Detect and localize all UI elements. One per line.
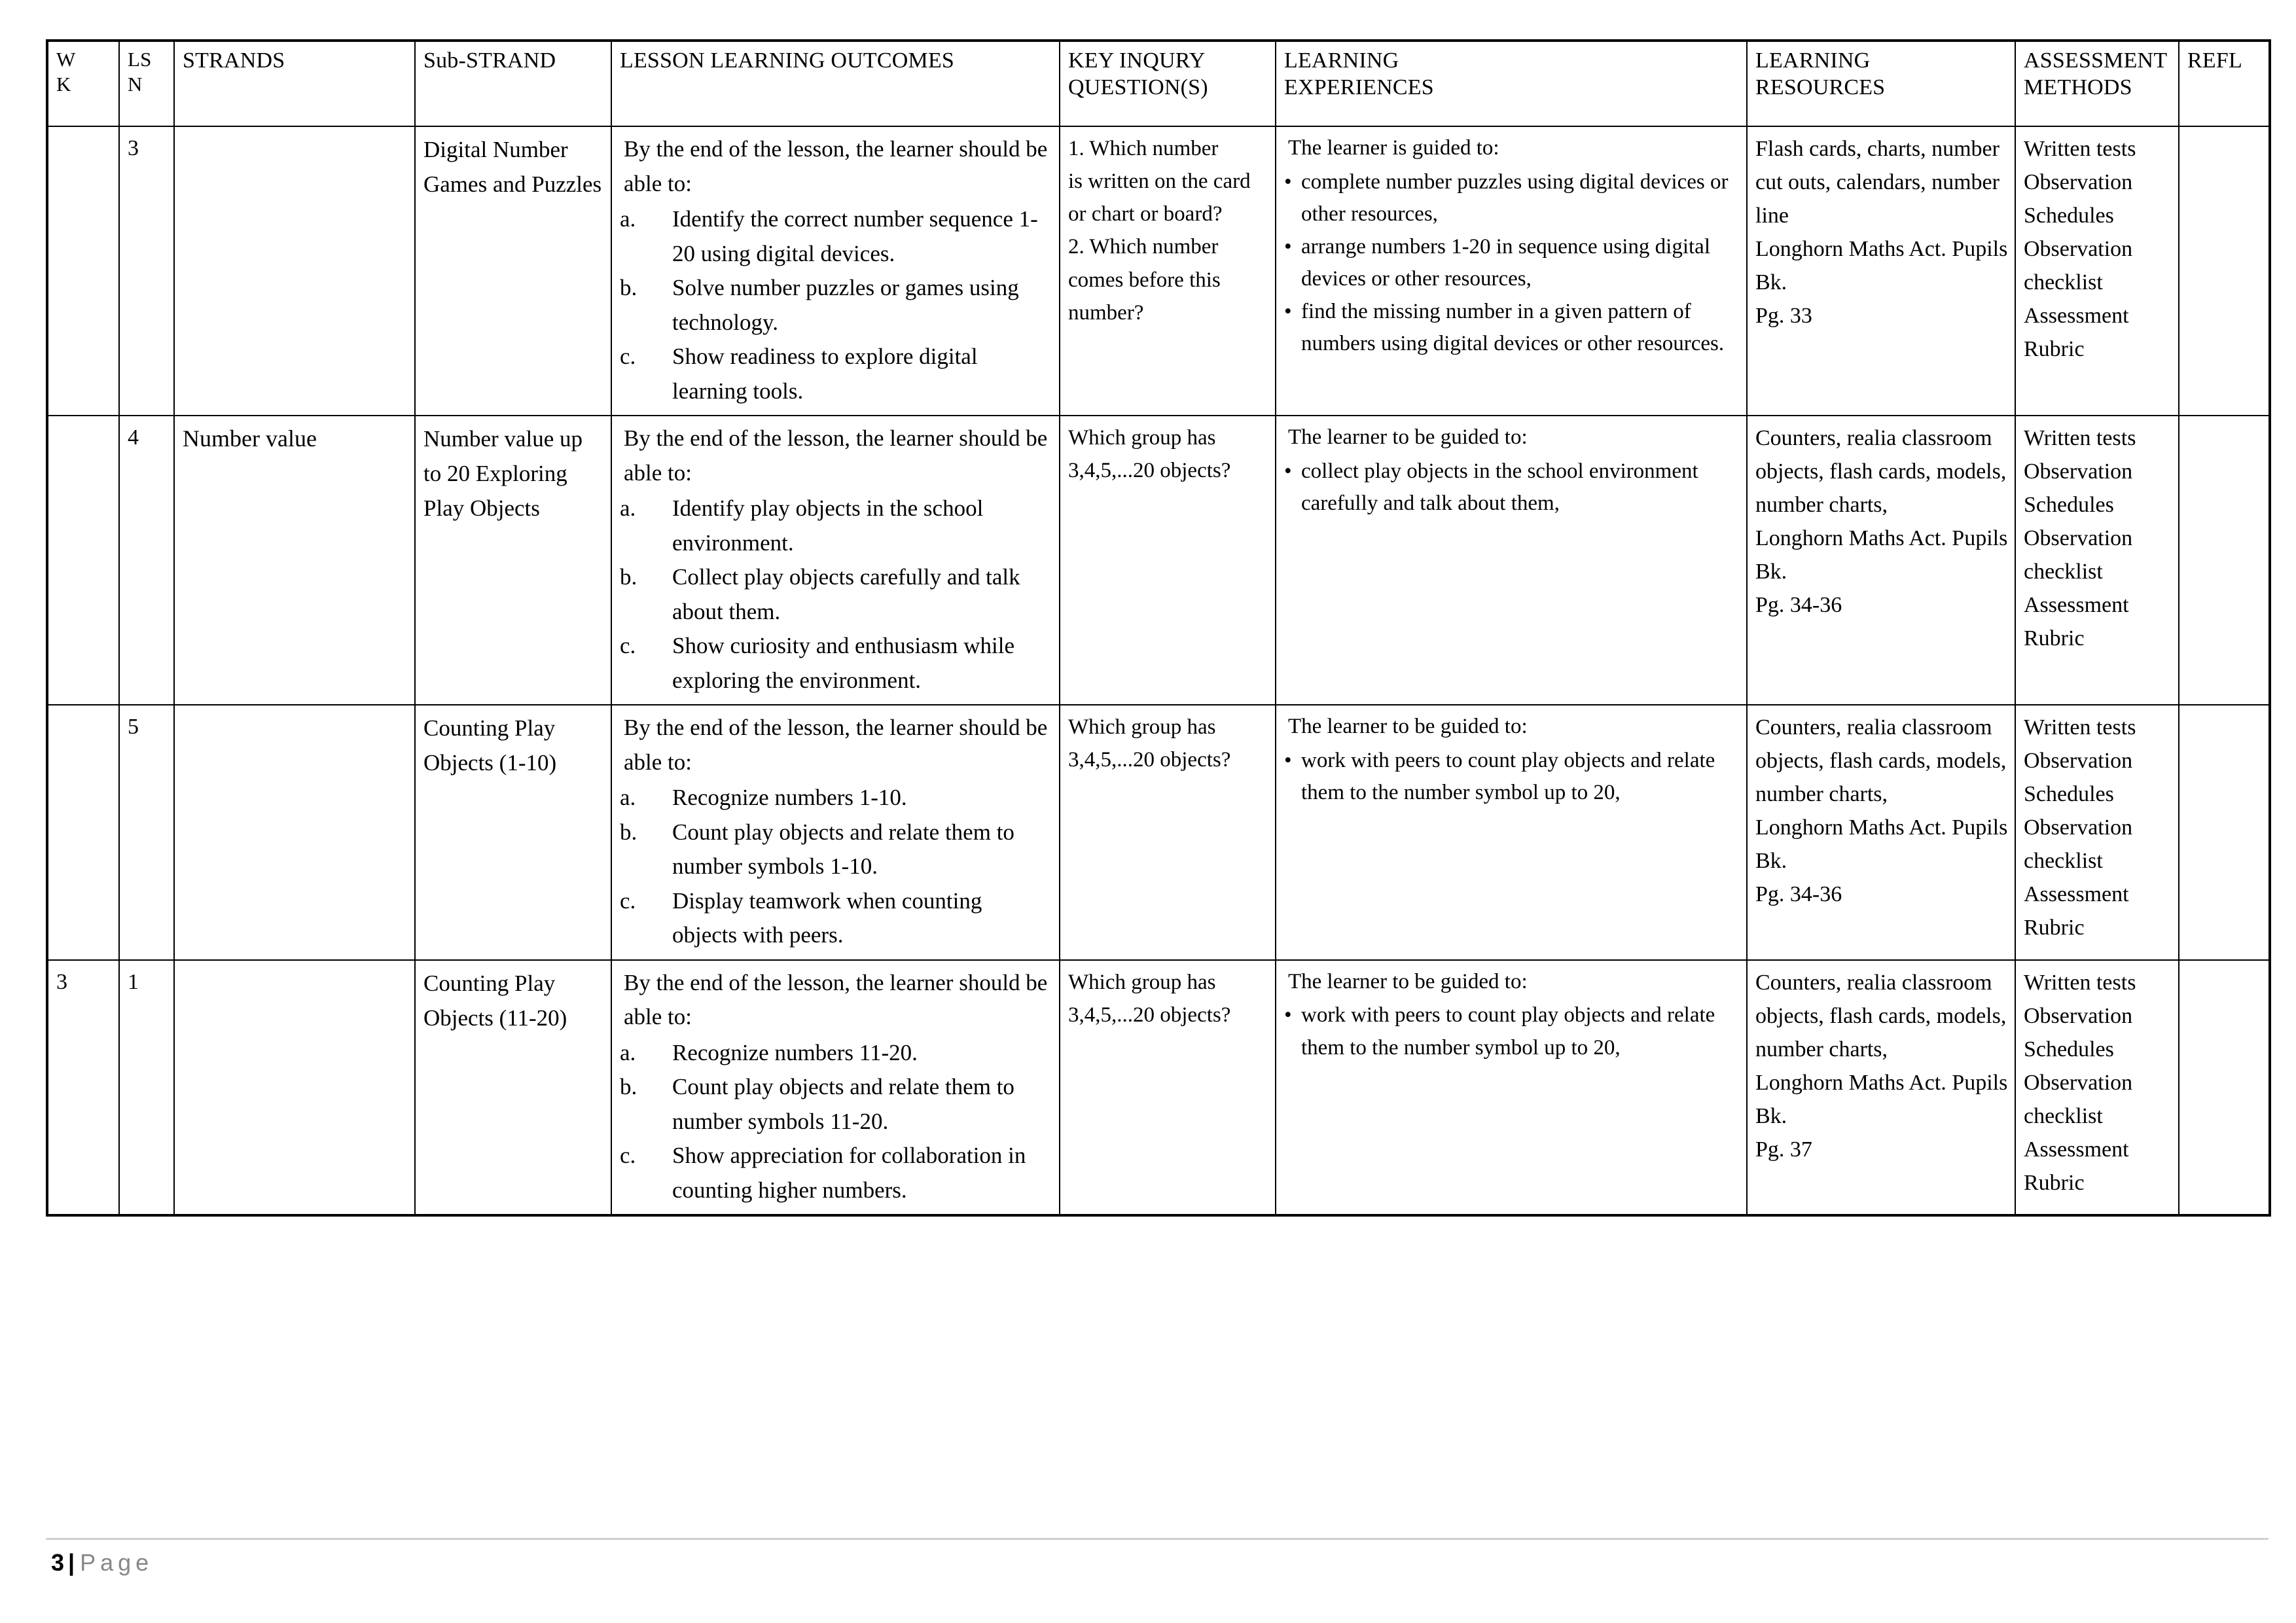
resource-line: Pg. 33 (1755, 304, 1812, 328)
cell-key-inquiry-questions (1060, 416, 1276, 705)
table-header (47, 41, 2270, 126)
column-header-reflection: REFL (2179, 41, 2270, 126)
footer-separator: | (68, 1549, 75, 1576)
key-inquiry-line: Which group has (1068, 970, 1216, 994)
outcome-marker: c. (620, 344, 636, 369)
cell-sub-strand: Counting Play Objects (1-10) (415, 705, 611, 960)
experience-item: • arrange numbers 1-20 in sequence using digital devices or other resources, (1284, 231, 1740, 296)
outcome-marker: a. (620, 206, 636, 232)
column-header-learning-resources (1747, 41, 2015, 126)
assessment-line: Observation Schedules (2024, 459, 2133, 517)
assessment-line: Observation Schedules (2024, 170, 2133, 228)
cell-sub-strand: Number value up to 20 Exploring Play Objects (415, 416, 611, 705)
key-inquiry-line: 1. Which number (1068, 137, 1219, 160)
cell-week (47, 416, 119, 705)
outcomes-intro: By the end of the lesson, the learner should be able to: (624, 136, 1048, 196)
resource-line: Counters, realia classroom objects, flash cards, models, number charts, (1755, 970, 2007, 1061)
outcome-marker: a. (620, 1039, 636, 1065)
outcomes-intro: By the end of the lesson, the learner should be able to: (624, 969, 1048, 1029)
resource-line: Flash cards, charts, number cut outs, calendars, number line (1755, 137, 2000, 228)
cell-learning-experiences (1276, 960, 1747, 1216)
experience-item: • work with peers to count play objects and relate them to the number symbol up to 20, (1284, 745, 1740, 810)
assessment-line: Written tests (2024, 137, 2136, 161)
assessment-line: Observation checklist (2024, 815, 2133, 873)
header-res-line1: LEARNING (1755, 48, 1871, 73)
outcome-marker: b. (620, 1074, 637, 1099)
assessment-line: Written tests (2024, 715, 2136, 740)
cell-lesson-number: 1 (119, 960, 174, 1216)
footer-page-number: 3 (51, 1549, 65, 1576)
cell-learning-resources (1747, 416, 2015, 705)
table-row (47, 705, 2270, 960)
resource-line: Pg. 34-36 (1755, 882, 1842, 906)
header-res-line2: RESOURCES (1755, 75, 1886, 100)
resource-line: Longhorn Maths Act. Pupils Bk. (1755, 815, 2008, 873)
outcomes-intro: By the end of the lesson, the learner should be able to: (624, 425, 1048, 486)
page-footer (39, 1538, 2263, 1577)
experiences-intro: The learner to be guided to: (1288, 715, 1528, 738)
column-header-lesson-number (119, 41, 174, 126)
assessment-line: Assessment Rubric (2024, 593, 2129, 651)
column-header-key-inquiry-questions (1060, 41, 1276, 126)
cell-key-inquiry-questions (1060, 705, 1276, 960)
column-header-learning-experiences (1276, 41, 1747, 126)
experiences-intro: The learner to be guided to: (1288, 425, 1528, 449)
header-row (47, 41, 2270, 126)
assessment-line: Assessment Rubric (2024, 882, 2129, 940)
cell-lesson-number: 5 (119, 705, 174, 960)
key-inquiry-line: Which group has (1068, 715, 1216, 739)
experiences-list (1284, 999, 1740, 1064)
outcome-item: b. Collect play objects carefully and talk about them. (620, 560, 1052, 629)
header-wk-line1: W (56, 48, 76, 71)
cell-learning-outcomes (611, 960, 1060, 1216)
cell-learning-experiences (1276, 705, 1747, 960)
experience-item: • complete number puzzles using digital devices or other resources, (1284, 166, 1740, 231)
outcomes-list (620, 781, 1052, 953)
cell-strand: Number value (174, 416, 415, 705)
outcome-item: b. Count play objects and relate them to number symbols 1-10. (620, 815, 1052, 884)
outcome-marker: b. (620, 819, 637, 845)
assessment-line: Assessment Rubric (2024, 1137, 2129, 1195)
cell-reflection (2179, 705, 2270, 960)
cell-strand (174, 705, 415, 960)
cell-learning-resources (1747, 126, 2015, 416)
outcomes-list (620, 491, 1052, 698)
cell-learning-resources (1747, 960, 2015, 1216)
outcome-marker: a. (620, 785, 636, 810)
cell-week: 3 (47, 960, 119, 1216)
outcome-item: c. Show curiosity and enthusiasm while exploring the environment. (620, 629, 1052, 698)
cell-sub-strand: Counting Play Objects (11-20) (415, 960, 611, 1216)
assessment-line: Observation checklist (2024, 1070, 2133, 1128)
cell-assessment-methods (2015, 126, 2179, 416)
outcome-item: a. Identify play objects in the school environment. (620, 491, 1052, 560)
assessment-line: Written tests (2024, 970, 2136, 995)
cell-learning-experiences (1276, 126, 1747, 416)
cell-lesson-number: 3 (119, 126, 174, 416)
header-wk-line2: K (56, 72, 71, 96)
key-inquiry-line: is written on the card or chart or board? (1068, 169, 1251, 226)
cell-assessment-methods (2015, 416, 2179, 705)
cell-week (47, 705, 119, 960)
header-kiq-line2: QUESTION(S) (1068, 75, 1208, 100)
key-inquiry-line: Which group has (1068, 426, 1216, 450)
experience-item: • find the missing number in a given pattern of numbers using digital devices or other resources. (1284, 296, 1740, 361)
bullet-icon: • (1284, 234, 1292, 259)
assessment-line: Observation checklist (2024, 526, 2133, 584)
assessment-line: Observation checklist (2024, 237, 2133, 294)
assessment-line: Written tests (2024, 426, 2136, 450)
table-row (47, 960, 2270, 1216)
column-header-strands: STRANDS (174, 41, 415, 126)
outcomes-intro: By the end of the lesson, the learner should be able to: (624, 715, 1048, 775)
cell-learning-outcomes (611, 705, 1060, 960)
cell-key-inquiry-questions (1060, 126, 1276, 416)
header-exp-line2: EXPERIENCES (1284, 75, 1434, 100)
header-kiq-line1: KEY INQURY (1068, 48, 1206, 73)
outcome-item: b. Count play objects and relate them to number symbols 11-20. (620, 1070, 1052, 1139)
table-row (47, 126, 2270, 416)
footer-page-indicator (51, 1549, 2263, 1577)
resource-line: Longhorn Maths Act. Pupils Bk. (1755, 1070, 2008, 1128)
experience-item: • work with peers to count play objects and relate them to the number symbol up to 20, (1284, 999, 1740, 1064)
cell-learning-outcomes (611, 416, 1060, 705)
outcome-marker: a. (620, 495, 636, 521)
outcomes-list (620, 1036, 1052, 1208)
resource-line: Pg. 34-36 (1755, 593, 1842, 617)
outcome-item: b. Solve number puzzles or games using technology. (620, 271, 1052, 340)
outcome-marker: b. (620, 275, 637, 300)
outcome-marker: b. (620, 564, 637, 590)
assessment-line: Observation Schedules (2024, 1003, 2133, 1061)
table-body (47, 126, 2270, 1215)
cell-reflection (2179, 416, 2270, 705)
assessment-line: Observation Schedules (2024, 749, 2133, 806)
experiences-list (1284, 455, 1740, 520)
bullet-icon: • (1284, 299, 1292, 323)
cell-key-inquiry-questions (1060, 960, 1276, 1216)
cell-learning-experiences (1276, 416, 1747, 705)
experiences-list (1284, 166, 1740, 361)
cell-week (47, 126, 119, 416)
resource-line: Longhorn Maths Act. Pupils Bk. (1755, 237, 2008, 294)
scheme-of-work-table (46, 39, 2271, 1217)
outcomes-list (620, 202, 1052, 408)
cell-assessment-methods (2015, 705, 2179, 960)
outcome-item: a. Recognize numbers 1-10. (620, 781, 1052, 815)
outcome-marker: c. (620, 1143, 636, 1168)
table-row (47, 416, 2270, 705)
header-exp-line1: LEARNING (1284, 48, 1399, 73)
header-lsn-line1: LS (128, 48, 152, 71)
cell-strand (174, 126, 415, 416)
bullet-icon: • (1284, 748, 1292, 772)
outcome-item: a. Identify the correct number sequence 1-20 using digital devices. (620, 202, 1052, 271)
cell-reflection (2179, 126, 2270, 416)
bullet-icon: • (1284, 1003, 1292, 1027)
outcome-item: a. Recognize numbers 11-20. (620, 1036, 1052, 1071)
outcome-marker: c. (620, 887, 636, 914)
cell-lesson-number: 4 (119, 416, 174, 705)
experiences-intro: The learner is guided to: (1288, 136, 1499, 160)
cell-learning-outcomes (611, 126, 1060, 416)
resource-line: Counters, realia classroom objects, flash cards, models, number charts, (1755, 426, 2007, 517)
key-inquiry-line: 3,4,5,...20 objects? (1068, 459, 1231, 483)
key-inquiry-line: 3,4,5,...20 objects? (1068, 1003, 1231, 1027)
cell-reflection (2179, 960, 2270, 1216)
experiences-list (1284, 745, 1740, 810)
outcome-item: c. Show appreciation for collaboration in counting higher numbers. (620, 1139, 1052, 1207)
resource-line: Longhorn Maths Act. Pupils Bk. (1755, 526, 2008, 584)
bullet-icon: • (1284, 459, 1292, 483)
footer-page-label: Page (80, 1549, 154, 1576)
experiences-intro: The learner to be guided to: (1288, 969, 1528, 993)
outcome-item: c. Show readiness to explore digital learning tools. (620, 340, 1052, 408)
resource-line: Counters, realia classroom objects, flash cards, models, number charts, (1755, 715, 2007, 806)
column-header-week (47, 41, 119, 126)
header-lsn-line2: N (128, 72, 143, 96)
outcome-marker: c. (620, 633, 636, 658)
cell-strand (174, 960, 415, 1216)
footer-divider (46, 1538, 2269, 1540)
header-asm-line2: METHODS (2024, 75, 2132, 100)
assessment-line: Assessment Rubric (2024, 304, 2129, 361)
column-header-assessment-methods (2015, 41, 2179, 126)
cell-assessment-methods (2015, 960, 2179, 1216)
outcome-item: c. Display teamwork when counting objects with peers. (620, 884, 1052, 953)
experience-item: • collect play objects in the school environment carefully and talk about them, (1284, 455, 1740, 520)
key-inquiry-line: 3,4,5,...20 objects? (1068, 748, 1231, 772)
column-header-lesson-learning-outcomes: LESSON LEARNING OUTCOMES (611, 41, 1060, 126)
resource-line: Pg. 37 (1755, 1137, 1812, 1162)
cell-sub-strand: Digital Number Games and Puzzles (415, 126, 611, 416)
cell-learning-resources (1747, 705, 2015, 960)
header-asm-line1: ASSESSMENT (2024, 48, 2168, 73)
bullet-icon: • (1284, 169, 1292, 194)
column-header-sub-strand: Sub-STRAND (415, 41, 611, 126)
key-inquiry-line: 2. Which number comes before this number? (1068, 235, 1221, 325)
